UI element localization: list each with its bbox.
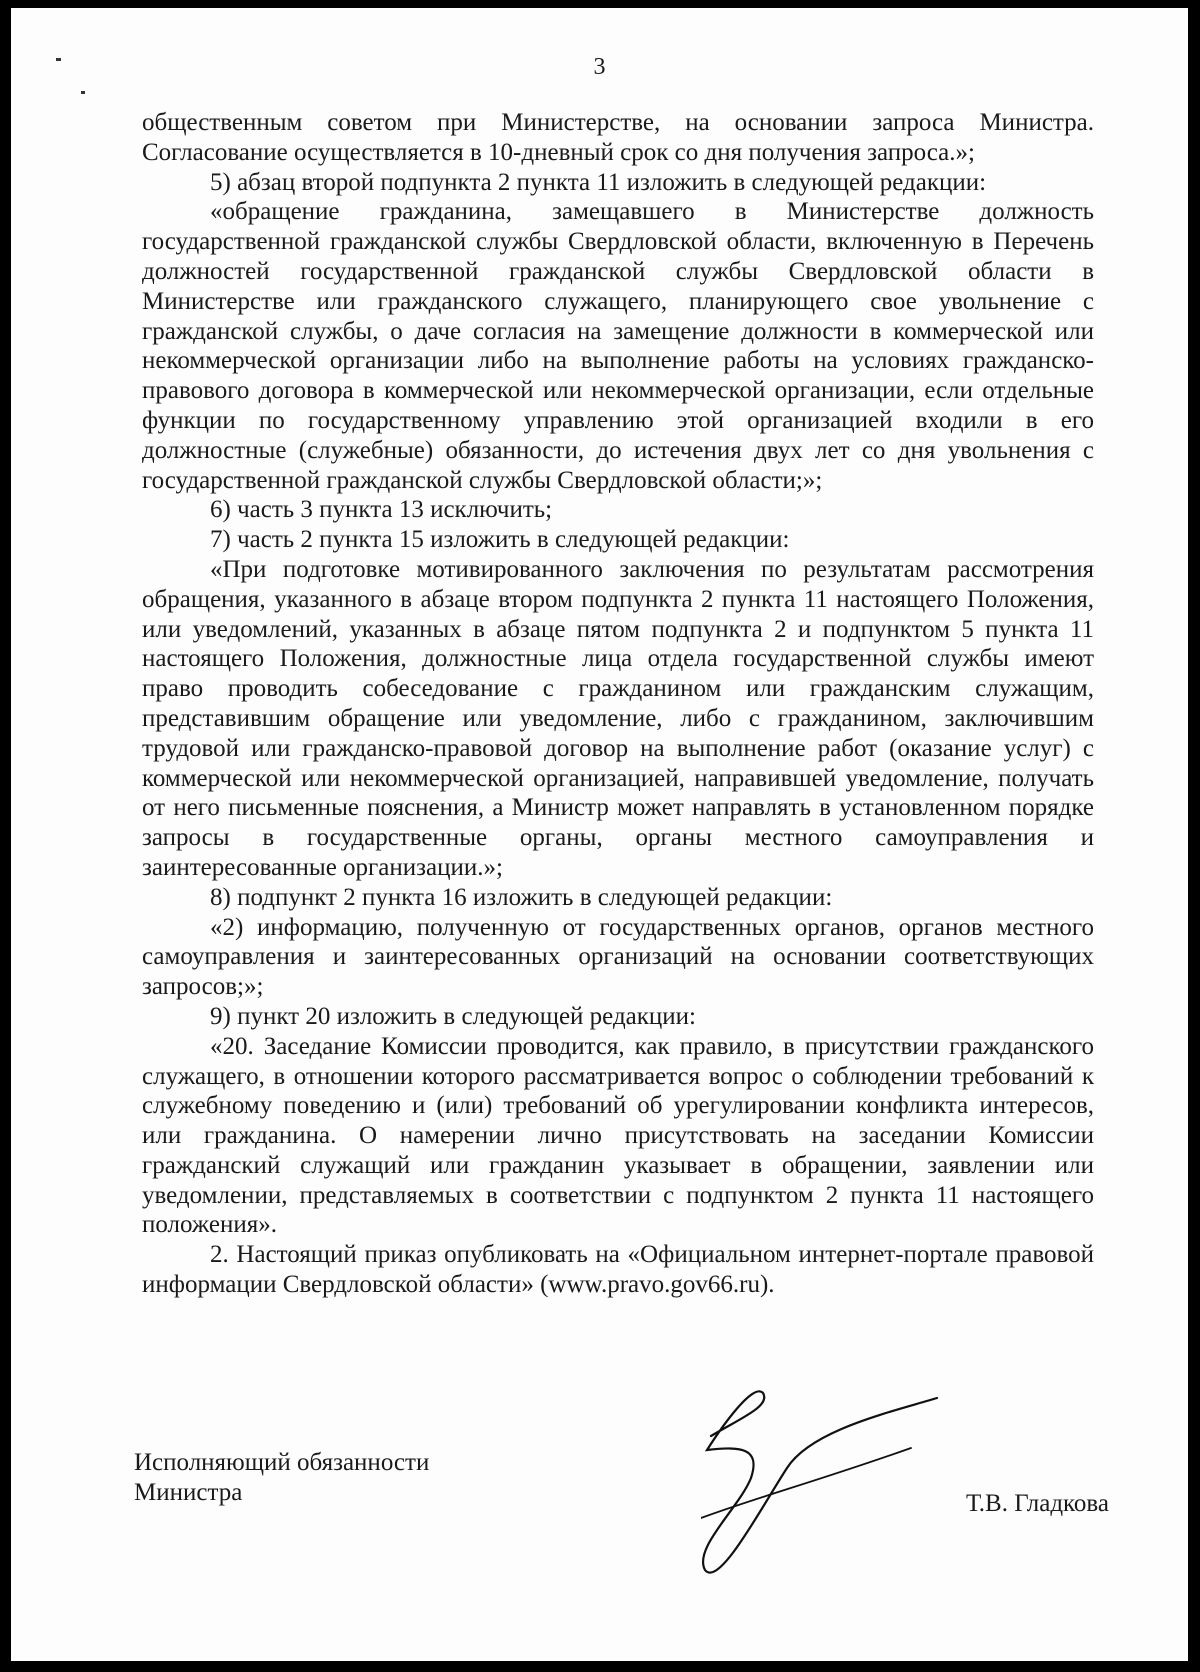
- signatory-name: Т.В. Гладкова: [966, 1490, 1110, 1517]
- paragraph: «обращение гражданина, замещавшего в Министерстве должность государственной гражданской службы Свердловской области, включенную в Перечень должностей государственной гражданской службы Свердловской области в Министерстве или гражданского служащего, планирующего свое увольнение с гражданской службы, о даче согласия на замещение должности в коммерческой или некоммерческой организации либо на выполнение работы на условиях гражданско-правового договора в коммерческой или некоммерческой организации, если отдельные функции по государственному управлению этой организацией входили в его должностные (служебные) обязанности, до истечения двух лет со дня увольнения с государственной гражданской службы Свердловской области;»;: [142, 198, 1094, 494]
- paragraph: 2. Настоящий приказ опубликовать на «Официальном интернет-портале правовой информации Свердловской области» (www.pravo.gov66.ru).: [142, 1241, 1094, 1299]
- document-body: [142, 108, 1094, 1300]
- signatory-title-line-2: Министра: [134, 1479, 243, 1506]
- page-number: 3: [593, 54, 606, 80]
- paragraph: общественным советом при Министерстве, на основании запроса Министра. Согласование осуществляется в 10-дневный срок со дня получения запроса.»;: [142, 109, 1094, 166]
- paragraph: 6) часть 3 пункта 13 исключить;: [210, 496, 553, 524]
- paragraph: «2) информацию, полученную от государственных органов, органов местного самоуправления и заинтересованных организаций на основании соответствующих запросов;»;: [142, 913, 1094, 1001]
- paragraph: «При подготовке мотивированного заключения по результатам рассмотрения обращения, указанного в абзаце втором подпункта 2 пункта 11 настоящего Положения, или уведомлений, указанных в абзаце пятом подпункта 2 и подпунктом 5 пункта 11 настоящего Положения, должностные лица отдела государственной службы имеют право проводить собеседование с гражданином или гражданским служащим, представившим обращение или уведомление, либо с гражданином, заключившим трудовой или гражданско-правовой договор на выполнение работ (оказание услуг) с коммерческой или некоммерческой организацией, направившей уведомление, получать от него письменные пояснения, а Министр может направлять в установленном порядке запросы в государственные органы, органы местного самоуправления и заинтересованные организации.»;: [142, 555, 1094, 881]
- signatory-title-line-1: Исполняющий обязанности: [134, 1449, 430, 1476]
- paragraph: 7) часть 2 пункта 15 изложить в следующей редакции:: [210, 526, 790, 554]
- handwritten-signature: [701, 1388, 941, 1588]
- signatory-title: [134, 1448, 429, 1508]
- paragraph: 8) подпункт 2 пункта 16 изложить в следующей редакции:: [210, 883, 833, 911]
- scan-speck: [81, 91, 85, 94]
- paragraph: «20. Заседание Комиссии проводится, как правило, в присутствии гражданского служащего, в отношении которого рассматривается вопрос о соблюдении требований к служебному поведению и (или) требований об урегулировании конфликта интересов, или гражданина. О намерении лично присутствовать на заседании Комиссии гражданский служащий или гражданин указывает в обращении, заявлении или уведомлении, представляемых в соответствии с подпунктом 2 пункта 11 настоящего положения».: [142, 1032, 1094, 1239]
- paragraph: 5) абзац второй подпункта 2 пункта 11 изложить в следующей редакции:: [210, 168, 987, 196]
- paragraph: 9) пункт 20 изложить в следующей редакции:: [210, 1002, 696, 1030]
